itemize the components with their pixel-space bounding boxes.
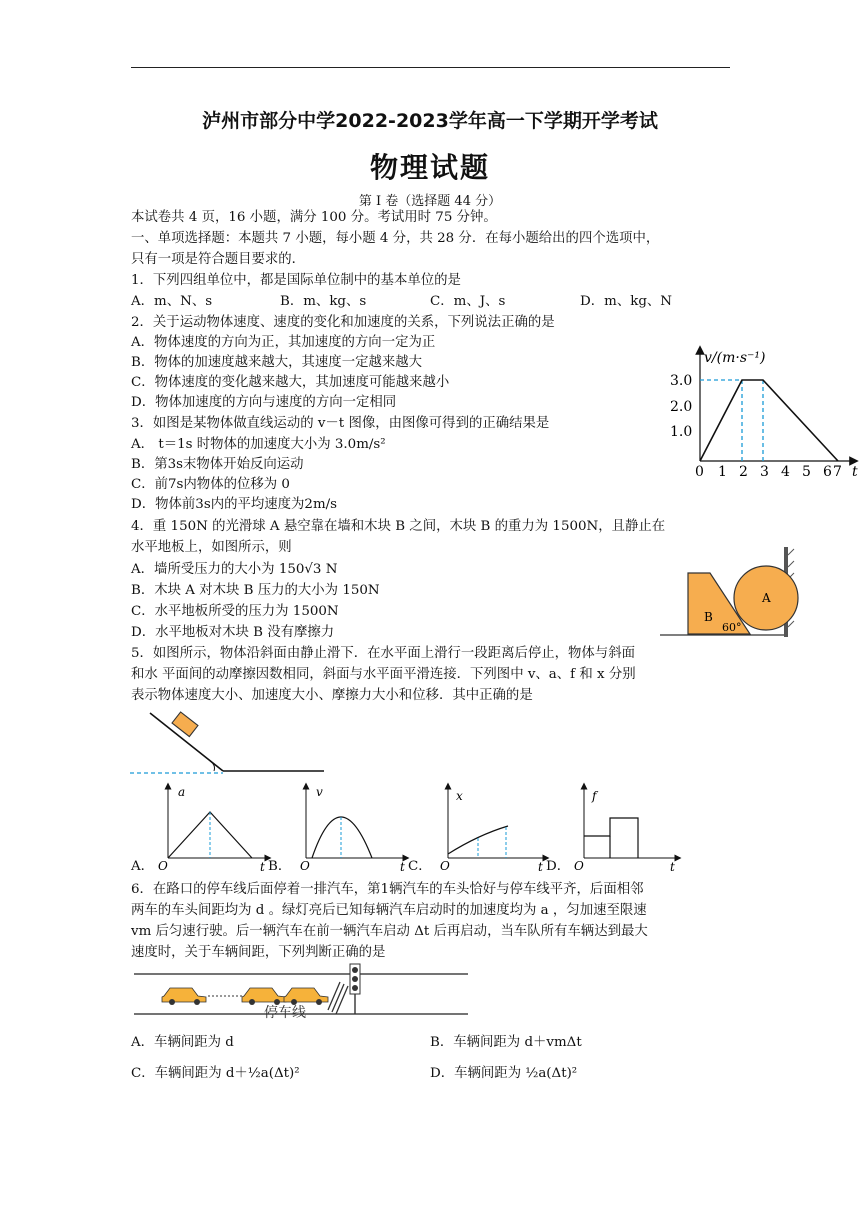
svg-text:a: a <box>178 785 186 799</box>
vt-ytick-1: 1.0 <box>670 424 693 440</box>
q4-option-c: C．水平地板所受的压力为 1500N <box>131 604 339 619</box>
car-icon <box>242 988 286 1005</box>
svg-text:x: x <box>456 789 463 803</box>
q5-stem-2: 和水 平面间的动摩擦因数相同，斜面与水平面平滑连接．下列图中 v、a、f 和 x 分别 <box>131 667 636 682</box>
svg-text:t: t <box>260 860 265 874</box>
q4-stem-2: 水平地板上，如图所示，则 <box>131 540 292 555</box>
vt-ytick-3: 3.0 <box>670 373 693 389</box>
stop-line-label: 停车线 <box>264 1005 306 1021</box>
svg-text:t: t <box>670 860 675 874</box>
svg-text:O: O <box>300 859 310 872</box>
q2-option-a: A．物体速度的方向为正，其加速度的方向一定为正 <box>131 335 436 350</box>
q5-option-c: C． <box>408 859 432 874</box>
q4-figure <box>660 545 810 640</box>
svg-text:t: t <box>538 860 543 874</box>
svg-text:O: O <box>440 859 450 872</box>
vt-xtick-6: 6 <box>823 464 832 480</box>
q2-stem: 2．关于运动物体速度、速度的变化和加速度的关系，下列说法正确的是 <box>131 315 555 330</box>
q4-option-a: A．墙所受压力的大小为 150√3 N <box>131 562 338 577</box>
q3-option-b: B．第3s末物体开始反向运动 <box>131 457 304 472</box>
vt-xtick-3: 3 <box>760 464 769 480</box>
svg-text:A: A <box>762 591 771 605</box>
q5-stem-3: 表示物体速度大小、加速度大小、摩擦力大小和位移．其中正确的是 <box>131 688 533 703</box>
svg-text:t: t <box>400 860 405 874</box>
exam-title: 泸州市部分中学2022-2023学年高一下学期开学考试 <box>202 110 658 132</box>
q6-option-c: C．车辆间距为 d＋½a(Δt)² <box>131 1066 300 1081</box>
q6-traffic-figure <box>134 962 474 1024</box>
vt-line <box>700 380 838 461</box>
q4-option-d: D．水平地板对木块 B 没有摩擦力 <box>131 625 335 640</box>
q5-incline-figure <box>128 703 328 778</box>
svg-text:O: O <box>574 859 584 872</box>
vt-ytick-2: 2.0 <box>670 399 693 415</box>
q5-option-b: B． <box>268 859 292 874</box>
intro-line-2: 一、单项选择题：本题共 7 小题，每小题 4 分，共 28 分．在每小题给出的四个选项中， <box>131 231 660 246</box>
q1-option-b: B．m、kg、s <box>280 294 367 309</box>
q6-option-b: B．车辆间距为 d＋vmΔt <box>430 1035 582 1050</box>
q6-stem-1: 6．在路口的停车线后面停着一排汽车，第1辆汽车的车头恰好与停车线平齐，后面相邻 <box>131 882 644 897</box>
q1-option-c: C．m、J、s <box>430 294 506 309</box>
intro-line-1: 本试卷共 4 页，16 小题，满分 100 分。考试用时 75 分钟。 <box>131 210 497 225</box>
vt-xtick-1: 1 <box>718 464 727 480</box>
car-icon <box>284 988 328 1005</box>
svg-text:O: O <box>158 859 168 872</box>
vt-ylabel: v/(m·s⁻¹) <box>704 350 766 366</box>
vt-xtick-2: 2 <box>739 464 748 480</box>
svg-text:v: v <box>316 785 323 799</box>
q5-axis-t-labels <box>128 858 688 876</box>
q6-option-d: D．车辆间距为 ½a(Δt)² <box>430 1066 578 1081</box>
vt-xlabel: t <box>852 464 858 480</box>
q6-stem-4: 速度时，关于车辆间距，下列判断正确的是 <box>131 945 386 960</box>
q4-stem-1: 4．重 150N 的光滑球 A 悬空靠在墙和木块 B 之间，木块 B 的重力为 1500N，且静止在 <box>131 519 666 534</box>
car-icon <box>162 988 206 1005</box>
vt-xtick-7: 7 <box>833 464 842 480</box>
q2-option-b: B．物体的加速度越来越大，其速度一定越来越大 <box>131 355 423 370</box>
vt-xtick-4: 4 <box>781 464 790 480</box>
q1-option-a: A．m、N、s <box>131 294 213 309</box>
subject-title: 物理试题 <box>369 151 490 184</box>
q4-option-b: B．木块 A 对木块 B 压力的大小为 150N <box>131 583 380 598</box>
volume-subtitle: 第 I 卷（选择题 44 分） <box>358 194 502 209</box>
q2-option-c: C．物体速度的变化越来越大，其加速度可能越来越小 <box>131 375 450 390</box>
q3-stem: 3．如图是某物体做直线运动的 v－t 图像，由图像可得到的正确结果是 <box>131 416 550 431</box>
traffic-light-icon <box>350 964 360 1014</box>
vt-xtick-0: 0 <box>695 464 704 480</box>
q2-option-d: D．物体加速度的方向与速度的方向一定相同 <box>131 395 397 410</box>
q6-option-a: A．车辆间距为 d <box>131 1035 234 1050</box>
q5-option-d: D． <box>546 859 571 874</box>
q1-option-d: D．m、kg、N <box>580 294 673 309</box>
q6-stem-2: 两车的车头间距均为 d 。绿灯亮后已知每辆汽车启动时的加速度均为 a ，匀加速至限速 <box>131 903 647 918</box>
q5-stem-1: 5．如图所示，物体沿斜面由静止滑下．在水平面上滑行一段距离后停止，物体与斜面 <box>131 646 635 661</box>
vt-graph <box>668 340 860 480</box>
vt-xtick-5: 5 <box>802 464 811 480</box>
header-rule <box>131 67 730 68</box>
q6-stem-3: vm 后匀速行驶。后一辆汽车在前一辆汽车启动 Δt 后再启动，当车队所有车辆达到最大 <box>131 924 648 939</box>
svg-text:B: B <box>704 610 713 624</box>
svg-text:60°: 60° <box>722 621 742 634</box>
q3-option-d: D．物体前3s内的平均速度为2m/s <box>131 497 338 512</box>
svg-text:f: f <box>592 789 597 803</box>
q3-option-a: A． t＝1s 时物体的加速度大小为 3.0m/s² <box>131 437 386 452</box>
q1-stem: 1．下列四组单位中，都是国际单位制中的基本单位的是 <box>131 273 461 288</box>
q5-option-a: A． <box>131 859 155 874</box>
q3-option-c: C．前7s内物体的位移为 0 <box>131 477 290 492</box>
intro-line-3: 只有一项是符合题目要求的． <box>131 252 306 267</box>
